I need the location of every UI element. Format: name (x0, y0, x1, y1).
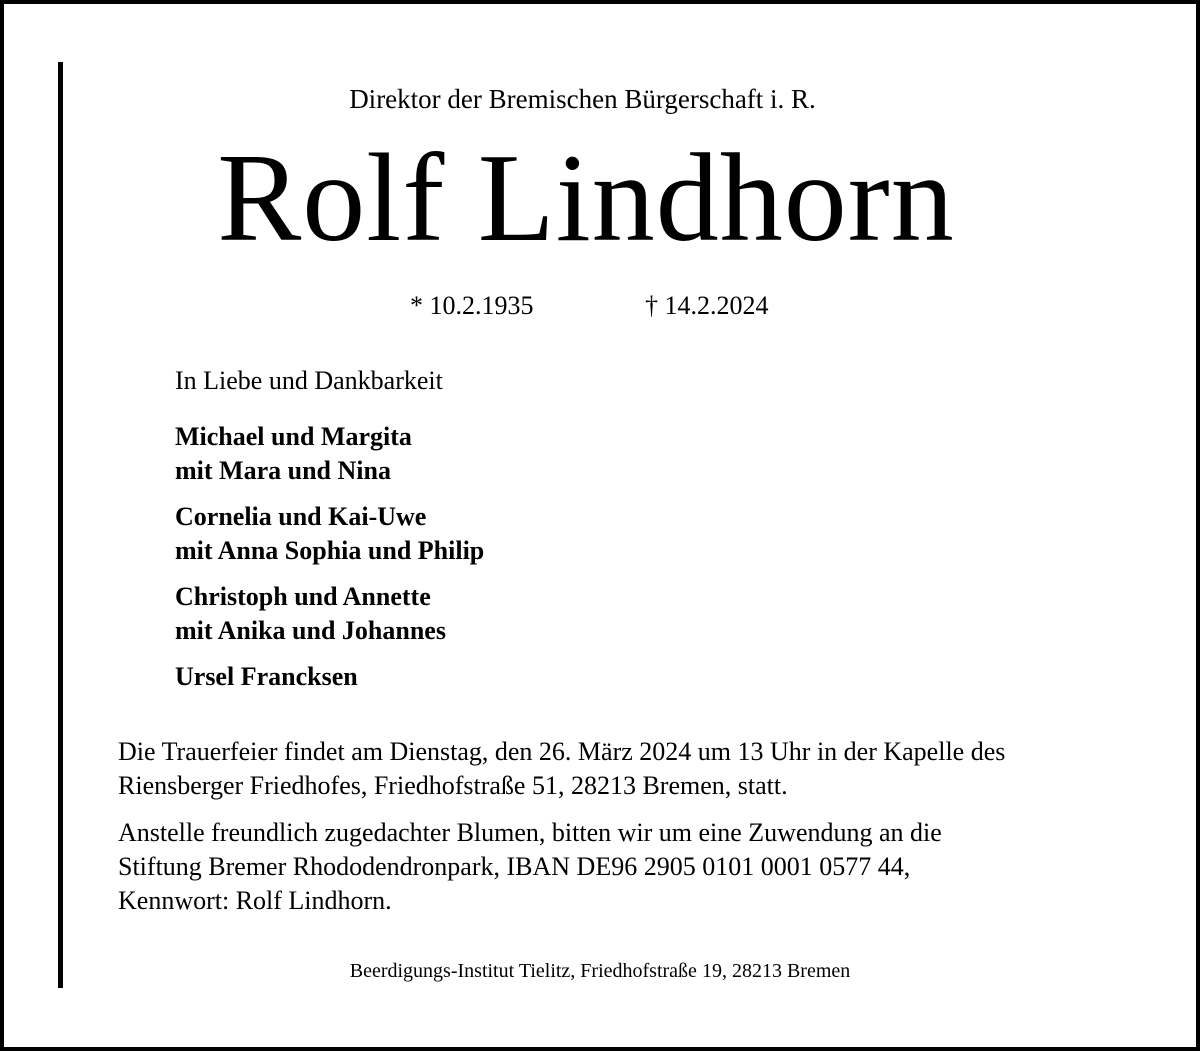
death-date: † 14.2.2024 (645, 291, 769, 320)
mourner-group (175, 660, 484, 694)
donation-info (118, 816, 942, 918)
mourner-group (175, 420, 484, 488)
ceremony-line: Die Trauerfeier findet am Dienstag, den 26. März 2024 um 13 Uhr in der Kapelle des (118, 737, 1006, 766)
donation-line: Anstelle freundlich zugedachter Blumen, bitten wir um eine Zuwendung an die (118, 818, 942, 847)
mourner-group (175, 500, 484, 568)
deceased-name: Rolf Lindhorn (217, 129, 955, 268)
ceremony-info (118, 735, 1005, 803)
mourner-line: Michael und Margita (175, 422, 412, 451)
donation-line: Kennwort: Rolf Lindhorn. (118, 886, 392, 915)
birth-date: * 10.2.1935 (410, 291, 534, 320)
mourners-list (175, 420, 484, 706)
mourner-line: mit Mara und Nina (175, 456, 391, 485)
mourner-group (175, 580, 484, 648)
funeral-home: Beerdigungs-Institut Tielitz, Friedhofstraße 19, 28213 Bremen (349, 960, 851, 982)
mourner-line: mit Anna Sophia und Philip (175, 536, 485, 565)
ceremony-line: Riensberger Friedhofes, Friedhofstraße 51, 28213 Bremen, statt. (118, 771, 788, 800)
mourner-line: Christoph und Annette (175, 582, 431, 611)
deceased-title: Direktor der Bremischen Bürgerschaft i. R. (349, 84, 816, 114)
mourner-line: mit Anika und Johannes (175, 616, 446, 645)
mourner-line: Cornelia und Kai-Uwe (175, 502, 427, 531)
donation-line: Stiftung Bremer Rhododendronpark, IBAN DE96 2905 0101 0001 0577 44, (118, 852, 911, 881)
mourner-line: Ursel Francksen (175, 662, 358, 691)
dedication-text: In Liebe und Dankbarkeit (175, 366, 443, 395)
